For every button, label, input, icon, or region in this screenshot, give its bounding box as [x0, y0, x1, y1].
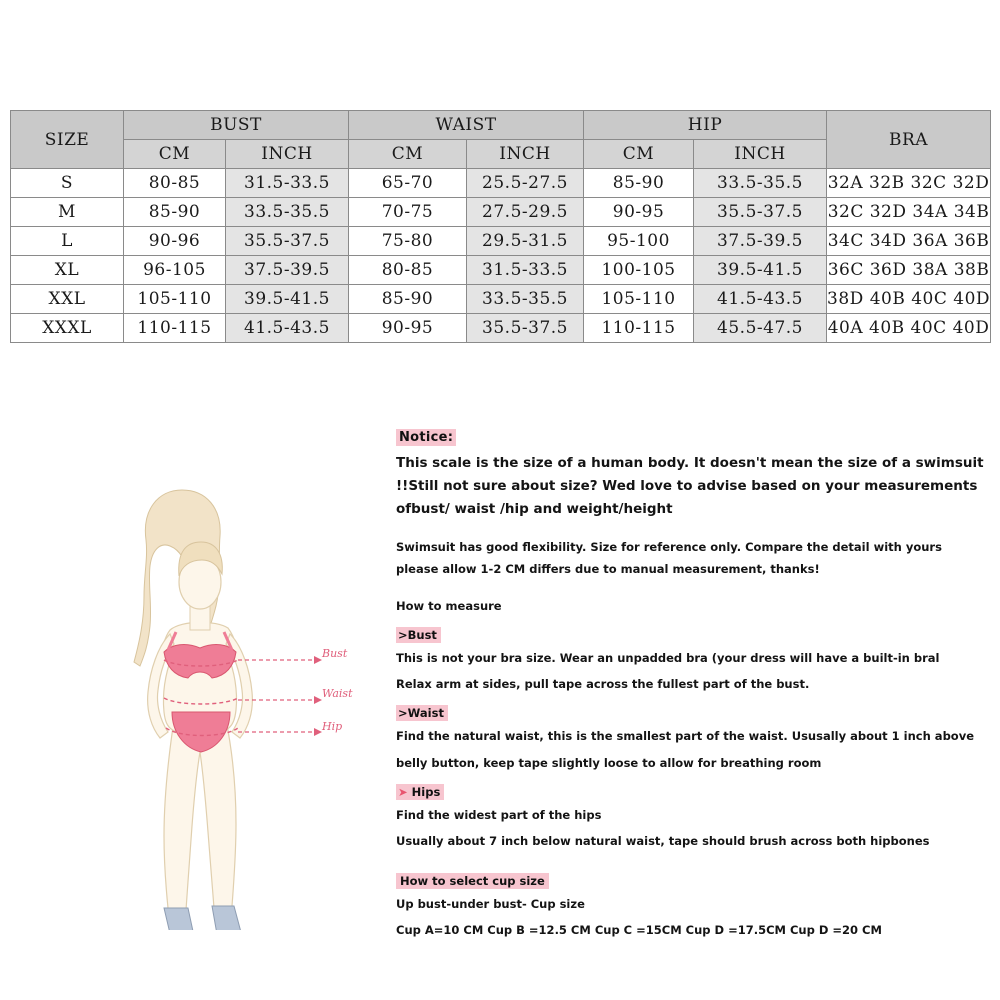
cell-waist-inch: 33.5-35.5 — [467, 285, 584, 314]
table-row — [11, 285, 991, 314]
cell-hip-cm: 85-90 — [584, 169, 694, 198]
cell-hip-inch: 37.5-39.5 — [694, 227, 827, 256]
body-measurement-illustration — [60, 480, 360, 930]
bust-section-tag: >Bust — [396, 627, 441, 643]
waist-section-tag: >Waist — [396, 705, 448, 721]
cell-waist-cm: 65-70 — [349, 169, 467, 198]
header-bust-inch: INCH — [226, 140, 349, 169]
header-waist-cm: CM — [349, 140, 467, 169]
cell-waist-cm: 85-90 — [349, 285, 467, 314]
table-row — [11, 314, 991, 343]
cell-waist-cm: 70-75 — [349, 198, 467, 227]
notice-text-block — [396, 426, 986, 941]
table-row — [11, 169, 991, 198]
cell-size: S — [11, 169, 124, 198]
cell-bust-cm: 96-105 — [124, 256, 226, 285]
notice-main-paragraph: This scale is the size of a human body. It doesn't mean the size of a swimsuit !!Still not sure about size? Wed love to advise based on your measurements ofbust/ waist /hip and weight/height — [396, 455, 984, 518]
chevron-right-icon: ➤ — [398, 784, 408, 799]
female-figure-diagram — [60, 480, 360, 930]
header-waist: WAIST — [349, 111, 584, 140]
cell-waist-inch: 31.5-33.5 — [467, 256, 584, 285]
cell-hip-cm: 100-105 — [584, 256, 694, 285]
cell-bust-inch: 31.5-33.5 — [226, 169, 349, 198]
figure-label-waist: Waist — [322, 687, 353, 700]
cell-bust-inch: 37.5-39.5 — [226, 256, 349, 285]
hips-section-label: Hips — [411, 784, 441, 799]
cell-hip-cm: 90-95 — [584, 198, 694, 227]
cell-bra: 40A 40B 40C 40D — [827, 314, 991, 343]
hips-section-tag — [396, 784, 444, 800]
cell-size: L — [11, 227, 124, 256]
cell-hip-cm: 110-115 — [584, 314, 694, 343]
table-row — [11, 256, 991, 285]
figure-label-bust: Bust — [322, 647, 348, 660]
cell-bust-inch: 39.5-41.5 — [226, 285, 349, 314]
figure-label-hip: Hip — [322, 720, 343, 733]
cell-bust-inch: 35.5-37.5 — [226, 227, 349, 256]
cell-size: XXL — [11, 285, 124, 314]
notice-flexibility-paragraph: Swimsuit has good flexibility. Size for reference only. Compare the detail with yours please allow 1-2 CM differs due to manual measurement, thanks! — [396, 539, 942, 577]
cell-hip-inch: 33.5-35.5 — [694, 169, 827, 198]
cup-size-heading: How to select cup size — [396, 873, 549, 889]
bust-instruction-line-2: Relax arm at sides, pull tape across the fullest part of the bust. — [396, 677, 810, 692]
header-hip: HIP — [584, 111, 827, 140]
header-size: SIZE — [11, 111, 124, 169]
size-chart-table-container — [10, 110, 990, 343]
header-bust-cm: CM — [124, 140, 226, 169]
cell-bust-cm: 90-96 — [124, 227, 226, 256]
size-chart-table — [10, 110, 991, 343]
waist-instruction-line-2: belly button, keep tape slightly loose to allow for breathing room — [396, 755, 822, 770]
cell-hip-inch: 41.5-43.5 — [694, 285, 827, 314]
cell-bra: 36C 36D 38A 38B — [827, 256, 991, 285]
cell-waist-inch: 29.5-31.5 — [467, 227, 584, 256]
notice-title: Notice: — [396, 429, 456, 446]
cell-hip-cm: 95-100 — [584, 227, 694, 256]
header-hip-inch: INCH — [694, 140, 827, 169]
bust-instruction-line-1: This is not your bra size. Wear an unpadded bra (your dress will have a built-in bral — [396, 650, 940, 665]
cell-bra: 38D 40B 40C 40D — [827, 285, 991, 314]
cell-bust-cm: 105-110 — [124, 285, 226, 314]
cell-size: XXXL — [11, 314, 124, 343]
cell-waist-inch: 27.5-29.5 — [467, 198, 584, 227]
cell-bust-cm: 85-90 — [124, 198, 226, 227]
cup-size-line-1: Up bust-under bust- Cup size — [396, 896, 585, 911]
cell-bra: 32A 32B 32C 32D — [827, 169, 991, 198]
cell-bust-cm: 80-85 — [124, 169, 226, 198]
cell-waist-inch: 35.5-37.5 — [467, 314, 584, 343]
table-row — [11, 227, 991, 256]
cell-hip-cm: 105-110 — [584, 285, 694, 314]
cell-bust-inch: 33.5-35.5 — [226, 198, 349, 227]
waist-instruction-line-1: Find the natural waist, this is the smallest part of the waist. Ususally about 1 inch above — [396, 729, 974, 744]
cell-hip-inch: 35.5-37.5 — [694, 198, 827, 227]
hips-instruction-line-2: Usually about 7 inch below natural waist, tape should brush across both hipbones — [396, 834, 930, 849]
cell-bra: 34C 34D 36A 36B — [827, 227, 991, 256]
cell-waist-inch: 25.5-27.5 — [467, 169, 584, 198]
measurement-guide-section — [0, 410, 1000, 970]
header-waist-inch: INCH — [467, 140, 584, 169]
table-group-header-row — [11, 111, 991, 140]
cell-waist-cm: 90-95 — [349, 314, 467, 343]
cell-size: M — [11, 198, 124, 227]
cell-hip-inch: 45.5-47.5 — [694, 314, 827, 343]
cell-waist-cm: 75-80 — [349, 227, 467, 256]
cell-hip-inch: 39.5-41.5 — [694, 256, 827, 285]
header-bust: BUST — [124, 111, 349, 140]
cell-bust-inch: 41.5-43.5 — [226, 314, 349, 343]
cell-size: XL — [11, 256, 124, 285]
header-bra: BRA — [827, 111, 991, 169]
cup-size-line-2: Cup A=10 CM Cup B =12.5 CM Cup C =15CM Cup D =17.5CM Cup D =20 CM — [396, 922, 882, 937]
cell-bust-cm: 110-115 — [124, 314, 226, 343]
table-row — [11, 198, 991, 227]
cell-bra: 32C 32D 34A 34B — [827, 198, 991, 227]
how-to-measure-heading: How to measure — [396, 598, 502, 613]
header-hip-cm: CM — [584, 140, 694, 169]
hips-instruction-line-1: Find the widest part of the hips — [396, 807, 602, 822]
cell-waist-cm: 80-85 — [349, 256, 467, 285]
